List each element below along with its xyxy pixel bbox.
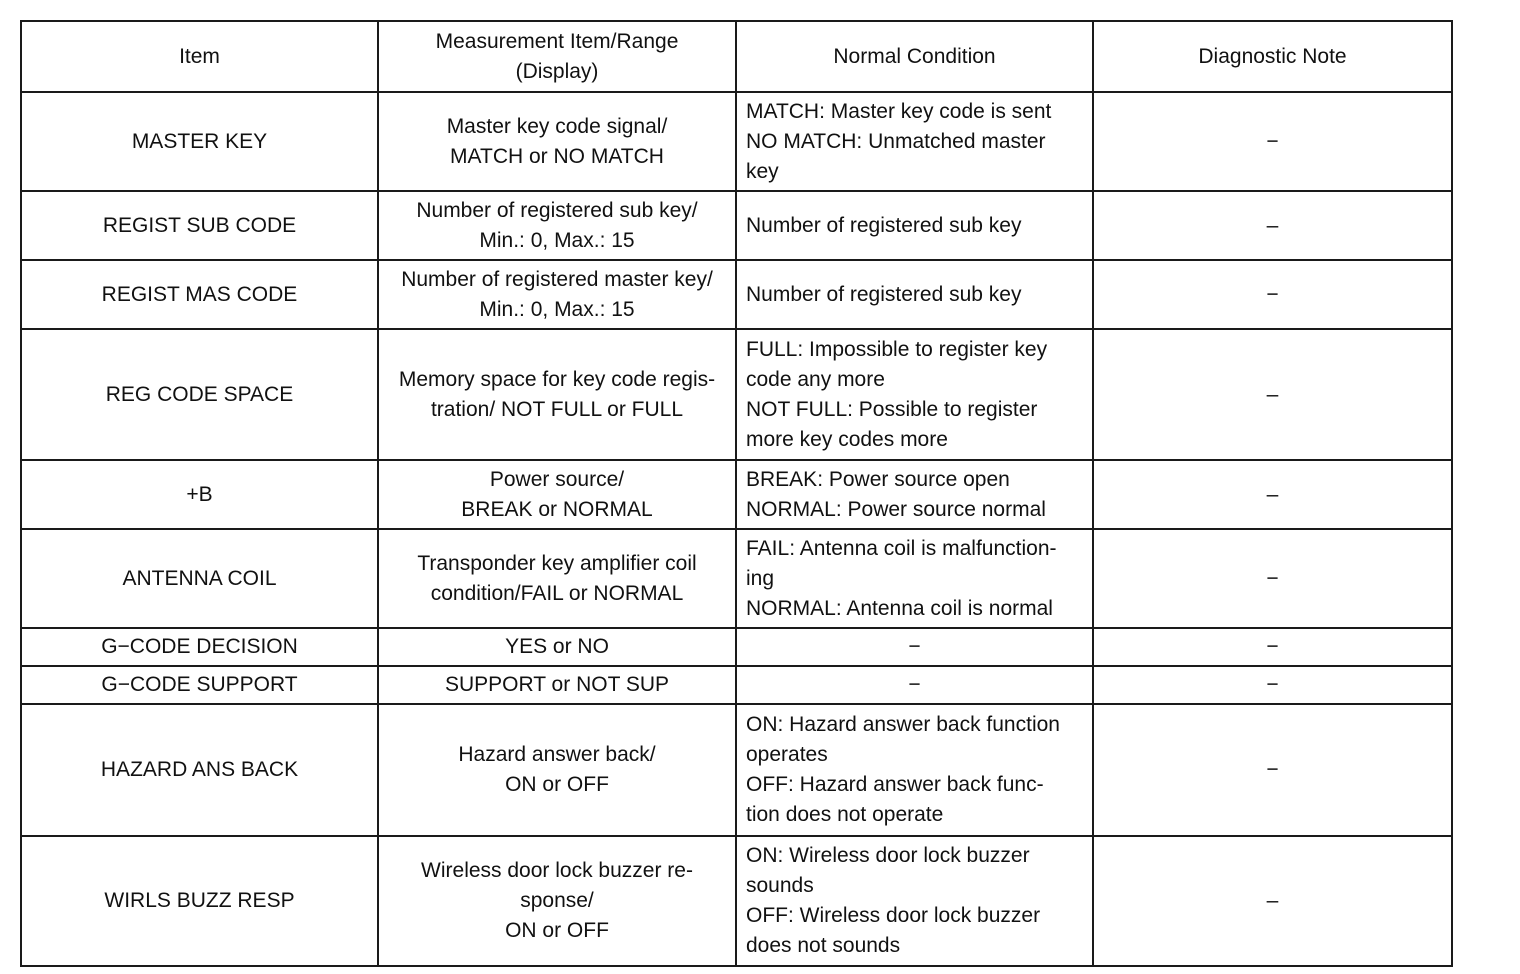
cell-item: MASTER KEY: [21, 92, 378, 191]
cell-measurement: Hazard answer back/ ON or OFF: [378, 704, 736, 836]
cell-measurement: Transponder key amplifier coil condition/FAIL or NORMAL: [378, 529, 736, 628]
cell-normal-condition: FULL: Impossible to register key code any more NOT FULL: Possible to register more key codes more: [736, 329, 1093, 460]
cell-diagnostic-note: −: [1093, 704, 1452, 836]
cell-diagnostic-note: –: [1093, 329, 1452, 460]
cell-normal-condition: BREAK: Power source open NORMAL: Power source normal: [736, 460, 1093, 529]
cell-item: REG CODE SPACE: [21, 329, 378, 460]
cell-measurement: Memory space for key code regis- tration/ NOT FULL or FULL: [378, 329, 736, 460]
cell-item: WIRLS BUZZ RESP: [21, 836, 378, 966]
cell-item: G−CODE SUPPORT: [21, 666, 378, 704]
table-row: [21, 191, 1452, 260]
cell-normal-condition: MATCH: Master key code is sent NO MATCH: Unmatched master key: [736, 92, 1093, 191]
cell-measurement: YES or NO: [378, 628, 736, 666]
table-row: [21, 260, 1452, 329]
cell-measurement: Power source/ BREAK or NORMAL: [378, 460, 736, 529]
header-row: [21, 21, 1452, 92]
table-header: [21, 21, 1452, 92]
table-row: [21, 836, 1452, 966]
cell-measurement: SUPPORT or NOT SUP: [378, 666, 736, 704]
cell-measurement: Number of registered sub key/ Min.: 0, Max.: 15: [378, 191, 736, 260]
cell-diagnostic-note: –: [1093, 460, 1452, 529]
cell-item: +B: [21, 460, 378, 529]
table-row: [21, 529, 1452, 628]
cell-diagnostic-note: –: [1093, 191, 1452, 260]
cell-normal-condition: ON: Wireless door lock buzzer sounds OFF: Wireless door lock buzzer does not sounds: [736, 836, 1093, 966]
table-row: [21, 329, 1452, 460]
column-header-diagnostic-note: Diagnostic Note: [1093, 21, 1452, 92]
cell-item: HAZARD ANS BACK: [21, 704, 378, 836]
table-body: [21, 92, 1452, 966]
data-list-table: [20, 20, 1453, 967]
table-row: [21, 460, 1452, 529]
cell-normal-condition: FAIL: Antenna coil is malfunction- ing NORMAL: Antenna coil is normal: [736, 529, 1093, 628]
cell-normal-condition: ON: Hazard answer back function operates OFF: Hazard answer back func- tion does not operate: [736, 704, 1093, 836]
cell-diagnostic-note: −: [1093, 529, 1452, 628]
cell-diagnostic-note: −: [1093, 92, 1452, 191]
table-row: [21, 704, 1452, 836]
cell-item: REGIST MAS CODE: [21, 260, 378, 329]
cell-item: REGIST SUB CODE: [21, 191, 378, 260]
cell-measurement: Master key code signal/ MATCH or NO MATCH: [378, 92, 736, 191]
cell-item: ANTENNA COIL: [21, 529, 378, 628]
cell-measurement: Wireless door lock buzzer re- sponse/ ON or OFF: [378, 836, 736, 966]
cell-diagnostic-note: −: [1093, 666, 1452, 704]
table-row: [21, 666, 1452, 704]
cell-normal-condition: Number of registered sub key: [736, 191, 1093, 260]
cell-normal-condition: Number of registered sub key: [736, 260, 1093, 329]
column-header-measurement: Measurement Item/Range (Display): [378, 21, 736, 92]
table-row: [21, 628, 1452, 666]
cell-diagnostic-note: –: [1093, 836, 1452, 966]
column-header-item: Item: [21, 21, 378, 92]
cell-diagnostic-note: −: [1093, 260, 1452, 329]
table-row: [21, 92, 1452, 191]
column-header-normal-condition: Normal Condition: [736, 21, 1093, 92]
cell-item: G−CODE DECISION: [21, 628, 378, 666]
cell-normal-condition: −: [736, 666, 1093, 704]
cell-diagnostic-note: −: [1093, 628, 1452, 666]
cell-measurement: Number of registered master key/ Min.: 0, Max.: 15: [378, 260, 736, 329]
cell-normal-condition: −: [736, 628, 1093, 666]
